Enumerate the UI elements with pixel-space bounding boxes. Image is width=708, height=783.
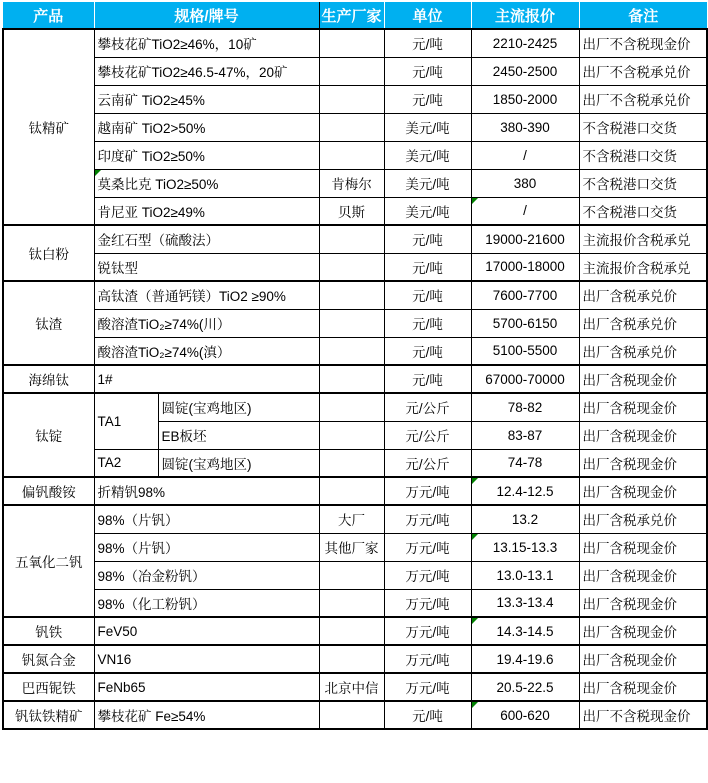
cell-spec[interactable]: 折精钒98% (94, 477, 319, 505)
cell-unit[interactable]: 万元/吨 (384, 505, 471, 533)
table-row (3, 561, 707, 589)
cell-note[interactable]: 出厂不含税承兑价 (579, 85, 707, 113)
cell-price[interactable]: 74-78 (471, 449, 579, 477)
cell-unit[interactable]: 元/吨 (384, 701, 471, 729)
cell-spec[interactable]: 攀枝花矿TiO2≥46%，10矿 (94, 29, 319, 57)
cell-note[interactable]: 不含税港口交货 (579, 141, 707, 169)
table-row (3, 645, 707, 673)
cell-product[interactable]: 钛精矿 (3, 29, 94, 225)
cell-maker[interactable] (319, 393, 384, 421)
cell-unit[interactable]: 元/吨 (384, 85, 471, 113)
table-row (3, 141, 707, 169)
cell-maker[interactable] (319, 365, 384, 393)
cell-unit[interactable]: 元/吨 (384, 57, 471, 85)
cell-product[interactable]: 钛渣 (3, 281, 94, 365)
cell-spec[interactable]: VN16 (94, 645, 319, 673)
header-maker-label: 生产厂家 (321, 7, 382, 25)
cell-note[interactable]: 出厂含税现金价 (579, 645, 707, 673)
cell-price[interactable]: 7600-7700 (471, 281, 579, 309)
cell-unit[interactable]: 美元/吨 (384, 197, 471, 225)
cell-note[interactable]: 出厂不含税现金价 (579, 29, 707, 57)
cell-price[interactable]: 13.2 (471, 505, 579, 533)
cell-note[interactable]: 出厂含税现金价 (579, 589, 707, 617)
cell-unit[interactable]: 元/吨 (384, 253, 471, 281)
cell-product[interactable]: 巴西铌铁 (3, 673, 94, 701)
table-row (3, 505, 707, 533)
table-row (3, 589, 707, 617)
cell-flag-icon (472, 478, 478, 484)
cell-unit[interactable]: 元/吨 (384, 365, 471, 393)
header-unit[interactable] (384, 2, 471, 29)
cell-flag-icon (472, 618, 478, 624)
cell-unit[interactable]: 万元/吨 (384, 561, 471, 589)
cell-maker[interactable] (319, 253, 384, 281)
cell-price[interactable]: 78-82 (471, 393, 579, 421)
cell-flag-icon (472, 198, 478, 204)
table-row (3, 57, 707, 85)
cell-spec[interactable]: 98%（片钒） (94, 533, 319, 561)
cell-spec[interactable]: 酸溶渣TiO₂≥74%(滇） (94, 337, 319, 365)
table-row (3, 393, 707, 421)
cell-product[interactable]: 钒氮合金 (3, 645, 94, 673)
table-row (3, 113, 707, 141)
cell-spec[interactable]: 锐钛型 (94, 253, 319, 281)
cell-maker[interactable] (319, 617, 384, 645)
cell-price[interactable]: 20.5-22.5 (471, 673, 579, 701)
cell-note[interactable]: 出厂含税承兑价 (579, 505, 707, 533)
cell-subspec[interactable]: 圆锭(宝鸡地区) (158, 393, 319, 421)
cell-ta-grade[interactable]: TA2 (94, 449, 158, 477)
cell-price[interactable]: 67000-70000 (471, 365, 579, 393)
cell-maker[interactable]: 其他厂家 (319, 533, 384, 561)
cell-note[interactable]: 出厂含税承兑价 (579, 337, 707, 365)
cell-maker[interactable] (319, 225, 384, 253)
cell-spec[interactable]: 越南矿 TiO2>50% (94, 113, 319, 141)
cell-product[interactable]: 五氧化二钒 (3, 505, 94, 617)
cell-flag-icon (472, 534, 478, 540)
cell-note[interactable]: 不含税港口交货 (579, 169, 707, 197)
cell-unit[interactable]: 美元/吨 (384, 169, 471, 197)
cell-unit[interactable]: 万元/吨 (384, 477, 471, 505)
cell-spec[interactable]: 攀枝花矿 Fe≥54% (94, 701, 319, 729)
cell-price[interactable]: 14.3-14.5 (471, 617, 579, 645)
cell-maker[interactable]: 贝斯 (319, 197, 384, 225)
header-note-label: 备注 (628, 7, 659, 25)
cell-maker[interactable] (319, 113, 384, 141)
cell-price[interactable]: 17000-18000 (471, 253, 579, 281)
cell-note[interactable]: 出厂含税现金价 (579, 533, 707, 561)
cell-maker[interactable] (319, 449, 384, 477)
cell-unit[interactable]: 元/公斤 (384, 393, 471, 421)
header-unit-label: 单位 (412, 7, 443, 25)
cell-unit[interactable]: 万元/吨 (384, 589, 471, 617)
price-table (2, 2, 708, 730)
header-spec-label: 规格/牌号 (174, 7, 239, 25)
cell-spec[interactable]: 高钛渣（普通钙镁）TiO2 ≥90% (94, 281, 319, 309)
table-row (3, 477, 707, 505)
cell-price[interactable]: 13.15-13.3 (471, 533, 579, 561)
cell-maker[interactable]: 北京中信 (319, 673, 384, 701)
table-row (3, 309, 707, 337)
cell-spec[interactable]: 98%（化工粉钒） (94, 589, 319, 617)
header-product-label: 产品 (33, 7, 64, 25)
cell-maker[interactable]: 肯梅尔 (319, 169, 384, 197)
table-row (3, 337, 707, 365)
cell-unit[interactable]: 美元/吨 (384, 113, 471, 141)
cell-note[interactable]: 不含税港口交货 (579, 113, 707, 141)
cell-spec[interactable]: 莫桑比克 TiO2≥50% (94, 169, 319, 197)
cell-maker[interactable] (319, 281, 384, 309)
cell-price[interactable]: 12.4-12.5 (471, 477, 579, 505)
cell-note[interactable]: 出厂含税现金价 (579, 365, 707, 393)
cell-maker[interactable] (319, 561, 384, 589)
cell-price[interactable]: 13.3-13.4 (471, 589, 579, 617)
cell-price[interactable]: / (471, 141, 579, 169)
cell-spec[interactable]: 肯尼亚 TiO2≥49% (94, 197, 319, 225)
header-maker[interactable] (319, 2, 384, 29)
cell-note[interactable]: 不含税港口交货 (579, 197, 707, 225)
cell-price[interactable]: 5700-6150 (471, 309, 579, 337)
cell-spec[interactable]: 印度矿 TiO2≥50% (94, 141, 319, 169)
cell-flag-icon (95, 170, 101, 176)
cell-price[interactable]: 13.0-13.1 (471, 561, 579, 589)
cell-product[interactable]: 钛白粉 (3, 225, 94, 281)
cell-product[interactable]: 钒钛铁精矿 (3, 701, 94, 729)
cell-note[interactable]: 主流报价含税承兑 (579, 225, 707, 253)
table-row (3, 533, 707, 561)
cell-unit[interactable]: 元/吨 (384, 309, 471, 337)
cell-note[interactable]: 出厂含税现金价 (579, 617, 707, 645)
cell-note[interactable]: 出厂含税现金价 (579, 421, 707, 449)
cell-unit[interactable]: 美元/吨 (384, 141, 471, 169)
table-row (3, 197, 707, 225)
cell-maker[interactable] (319, 337, 384, 365)
cell-maker[interactable] (319, 141, 384, 169)
cell-unit[interactable]: 元/吨 (384, 225, 471, 253)
cell-note[interactable]: 出厂不含税承兑价 (579, 57, 707, 85)
cell-spec[interactable]: 酸溶渣TiO₂≥74%(川） (94, 309, 319, 337)
table-row (3, 253, 707, 281)
cell-spec[interactable]: 金红石型（硫酸法） (94, 225, 319, 253)
cell-price[interactable]: 600-620 (471, 701, 579, 729)
cell-maker[interactable] (319, 29, 384, 57)
cell-spec[interactable]: FeNb65 (94, 673, 319, 701)
cell-unit[interactable]: 元/公斤 (384, 421, 471, 449)
cell-subspec[interactable]: EB板坯 (158, 421, 319, 449)
table-row (3, 169, 707, 197)
table-row (3, 225, 707, 253)
cell-maker[interactable] (319, 85, 384, 113)
cell-product[interactable]: 钒铁 (3, 617, 94, 645)
cell-maker[interactable] (319, 477, 384, 505)
header-product[interactable] (3, 2, 94, 29)
cell-unit[interactable]: 元/吨 (384, 29, 471, 57)
table-row (3, 85, 707, 113)
cell-unit[interactable]: 元/吨 (384, 337, 471, 365)
cell-note[interactable]: 出厂含税现金价 (579, 673, 707, 701)
cell-maker[interactable] (319, 701, 384, 729)
table-row (3, 701, 707, 729)
cell-product[interactable]: 偏钒酸铵 (3, 477, 94, 505)
cell-subspec[interactable]: 圆锭(宝鸡地区) (158, 449, 319, 477)
cell-note[interactable]: 主流报价含税承兑 (579, 253, 707, 281)
table-row (3, 617, 707, 645)
cell-unit[interactable]: 元/公斤 (384, 449, 471, 477)
table-row (3, 29, 707, 57)
table-row (3, 365, 707, 393)
cell-maker[interactable] (319, 421, 384, 449)
cell-spec[interactable]: 攀枝花矿TiO2≥46.5-47%，20矿 (94, 57, 319, 85)
cell-note[interactable]: 出厂含税现金价 (579, 477, 707, 505)
cell-spec[interactable]: 云南矿 TiO2≥45% (94, 85, 319, 113)
cell-price[interactable]: 19.4-19.6 (471, 645, 579, 673)
header-price-label: 主流报价 (495, 7, 556, 25)
cell-unit[interactable]: 元/吨 (384, 281, 471, 309)
cell-ta-grade[interactable]: TA1 (94, 393, 158, 449)
cell-note[interactable]: 出厂含税现金价 (579, 449, 707, 477)
cell-maker[interactable] (319, 589, 384, 617)
cell-price[interactable]: 2450-2500 (471, 57, 579, 85)
header-row (3, 2, 707, 29)
header-spec[interactable] (94, 2, 319, 29)
cell-note[interactable]: 出厂含税现金价 (579, 561, 707, 589)
cell-maker[interactable]: 大厂 (319, 505, 384, 533)
cell-note[interactable]: 出厂含税现金价 (579, 393, 707, 421)
price-sheet (2, 2, 708, 730)
cell-price[interactable]: 380-390 (471, 113, 579, 141)
cell-product[interactable]: 钛锭 (3, 393, 94, 477)
cell-price[interactable]: 2210-2425 (471, 29, 579, 57)
header-price[interactable] (471, 2, 579, 29)
cell-maker[interactable] (319, 57, 384, 85)
cell-unit[interactable]: 万元/吨 (384, 645, 471, 673)
cell-flag-icon (472, 702, 478, 708)
cell-price[interactable]: 380 (471, 169, 579, 197)
cell-price[interactable]: / (471, 197, 579, 225)
cell-note[interactable]: 出厂含税承兑价 (579, 281, 707, 309)
cell-unit[interactable]: 万元/吨 (384, 533, 471, 561)
cell-unit[interactable]: 万元/吨 (384, 673, 471, 701)
table-row (3, 281, 707, 309)
cell-maker[interactable] (319, 309, 384, 337)
header-note[interactable] (579, 2, 707, 29)
cell-price[interactable]: 5100-5500 (471, 337, 579, 365)
cell-spec[interactable]: 1# (94, 365, 319, 393)
cell-unit[interactable]: 万元/吨 (384, 617, 471, 645)
cell-spec[interactable]: FeV50 (94, 617, 319, 645)
cell-spec[interactable]: 98%（冶金粉钒） (94, 561, 319, 589)
table-body (3, 29, 707, 729)
table-row (3, 449, 707, 477)
cell-price[interactable]: 83-87 (471, 421, 579, 449)
cell-maker[interactable] (319, 645, 384, 673)
cell-product[interactable]: 海绵钛 (3, 365, 94, 393)
cell-price[interactable]: 19000-21600 (471, 225, 579, 253)
table-row (3, 673, 707, 701)
cell-spec[interactable]: 98%（片钒） (94, 505, 319, 533)
cell-note[interactable]: 出厂含税承兑价 (579, 309, 707, 337)
cell-note[interactable]: 出厂不含税现金价 (579, 701, 707, 729)
cell-price[interactable]: 1850-2000 (471, 85, 579, 113)
